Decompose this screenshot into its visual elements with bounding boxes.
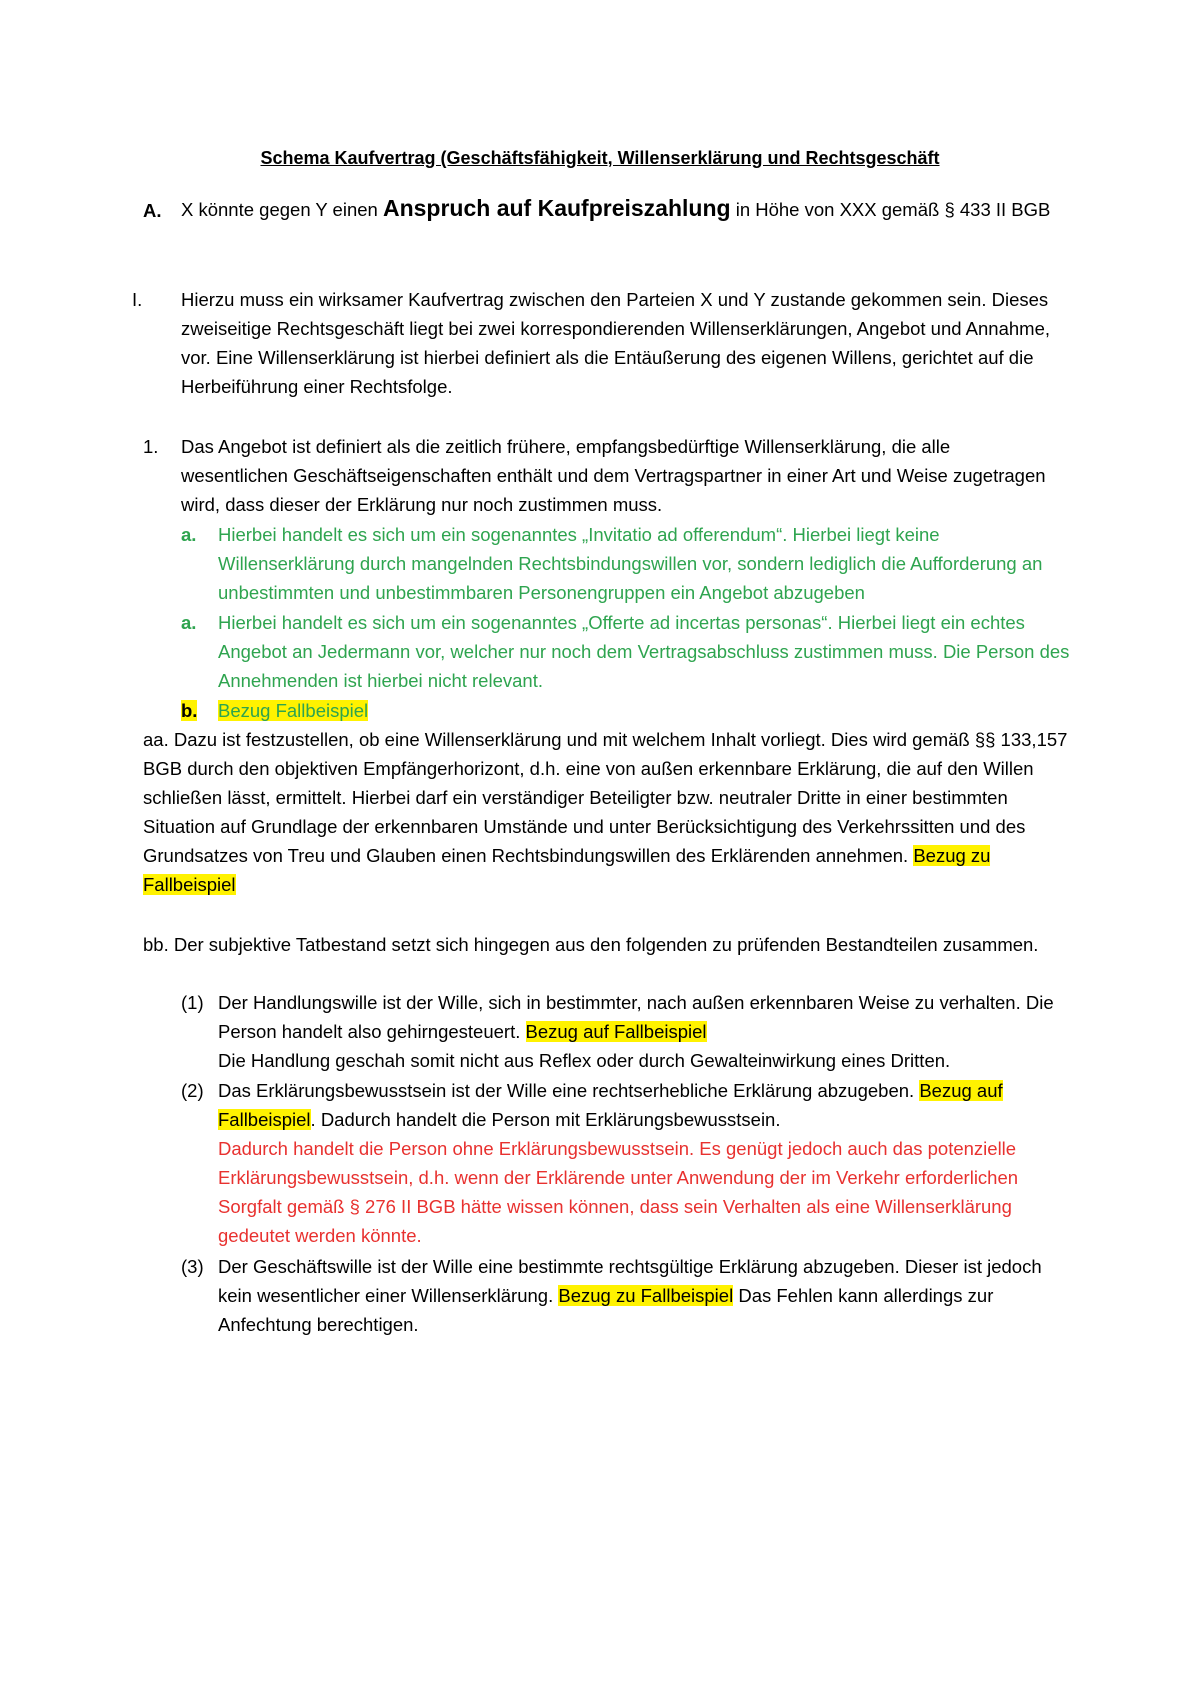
point-1-label: (1) (181, 992, 204, 1013)
section-a-label: A. (143, 200, 162, 221)
section-a-pre: X könnte gegen Y einen (181, 199, 383, 220)
point-2-red-text: Dadurch handelt die Person ohne Erklärungsbewusstsein. Es genügt jedoch auch das potenzielle Erklärungsbewusstsein, d.h. wenn der Erklärende unter Anwendung der im Verkehr erforderlichen Sorgfalt gemäß § 276 II BGB hätte wissen können, dass sein Verhalten als eine Willenserklärung gedeutet werden könnte. (218, 1138, 1019, 1246)
sub-a2-label: a. (181, 612, 197, 633)
point-1-highlight: Bezug auf Fallbeispiel (525, 1021, 707, 1042)
sub-b-label: b. (181, 700, 198, 721)
document-title: Schema Kaufvertrag (Geschäftsfähigkeit, Willenserklärung und Rechtsgeschäft (260, 148, 940, 168)
aa-paragraph (143, 725, 1068, 899)
section-i-label: I. (132, 289, 143, 310)
point-3-highlight: Bezug zu Fallbeispiel (558, 1285, 734, 1306)
aa-highlight: Bezug zu Fallbeispiel (143, 845, 991, 895)
aa-label: aa. (143, 729, 169, 750)
point-2-highlight: Bezug auf Fallbeispiel (218, 1080, 1003, 1130)
sub-a2-text: Hierbei handelt es sich um ein sogenanntes „Offerte ad incertas personas“. Hierbei liegt ein echtes Angebot an Jedermann vor, welcher nur noch dem Vertragsabschluss zustimmen muss. Die Person des Annehmenden ist hierbei nicht relevant. (218, 612, 1070, 691)
point-1-line2: Die Handlung geschah somit nicht aus Reflex oder durch Gewalteinwirkung eines Dritten. (218, 1050, 951, 1071)
point-1-text: Der Handlungswille ist der Wille, sich in bestimmter, nach außen erkennbaren Weise zu verhalten. Die Person handelt also gehirngesteuert. Bezug auf Fallbeispiel Die Handlung geschah somit nicht aus Reflex oder durch Gewalteinwirkung eines Dritten. (218, 992, 1054, 1071)
sub-a1-label: a. (181, 524, 197, 545)
bb-paragraph (143, 930, 1068, 959)
item-1-label: 1. (143, 436, 159, 457)
aa-text: Dazu ist festzustellen, ob eine Willenserklärung und mit welchem Inhalt vorliegt. Dies wird gemäß §§ 133,157 BGB durch den objektiven Empfängerhorizont, d.h. eine von außen erkennbare Erklärung, die auf den Willen schließen lässt, ermittelt. Hierbei darf ein verständiger Beteiligter bzw. neutraler Dritte in einer bestimmten Situation auf Grundlage der erkennbaren Umstände und unter Berücksichtigung des Verkehrssitten und des Grundsatzes von Treu und Glauben einen Rechtsbindungswillen des Erklärenden annehmen. (143, 729, 1068, 866)
section-i-text: Hierzu muss ein wirksamer Kaufvertrag zwischen den Parteien X und Y zustande gekommen sein. Dieses zweiseitige Rechtsgeschäft liegt bei zwei korrespondierenden Willenserklärungen, Angebot und Annahme, vor. Eine Willenserklärung ist hierbei definiert als die Entäußerung des eigenen Willens, gerichtet auf die Herbeiführung einer Rechtsfolge. (181, 289, 1050, 397)
item-1-text: Das Angebot ist definiert als die zeitlich frühere, empfangsbedürftige Willenserklärung, die alle wesentlichen Geschäftseigenschaften enthält und dem Vertragspartner in einer Art und Weise zugetragen wird, dass dieser der Erklärung nur noch zustimmen muss. (181, 436, 1046, 515)
sub-b-text: Bezug Fallbeispiel (218, 700, 369, 721)
bb-text: Der subjektive Tatbestand setzt sich hingegen aus den folgenden zu prüfenden Bestandteilen zusammen. (173, 934, 1039, 955)
point-3-label: (3) (181, 1256, 204, 1277)
point-2-label: (2) (181, 1080, 204, 1101)
section-a-post: in Höhe von XXX gemäß § 433 II BGB (730, 199, 1051, 220)
point-3-text: Der Geschäftswille ist der Wille eine bestimmte rechtsgültige Erklärung abzugeben. Dieser ist jedoch kein wesentlicher einer Willenserklärung. Bezug zu Fallbeispiel Das Fehlen kann allerdings zur Anfechtung berechtigen. (218, 1256, 1042, 1335)
point-2-text: Das Erklärungsbewusstsein ist der Wille eine rechtserhebliche Erklärung abzugeben. Bezug auf Fallbeispiel. Dadurch handelt die Person mit Erklärungsbewusstsein. Dadurch handelt die Person ohne Erklärungsbewusstsein. Es genügt jedoch auch das potenzielle Erklärungsbewusstsein, d.h. wenn der Erklärende unter Anwendung der im Verkehr erforderlichen Sorgfalt gemäß § 276 II BGB hätte wissen können, dass sein Verhalten als eine Willenserklärung gedeutet werden könnte. (218, 1080, 1019, 1246)
section-a-text (181, 191, 1061, 227)
section-a-emphasis: Anspruch auf Kaufpreiszahlung (382, 195, 731, 221)
sub-a1-text: Hierbei handelt es sich um ein sogenanntes „Invitatio ad offerendum“. Hierbei liegt keine Willenserklärung durch mangelnden Rechtsbindungswillen vor, sondern lediglich die Aufforderung an unbestimmten und unbestimmbaren Personengruppen ein Angebot abzugeben (218, 524, 1043, 603)
bb-label: bb. (143, 934, 169, 955)
